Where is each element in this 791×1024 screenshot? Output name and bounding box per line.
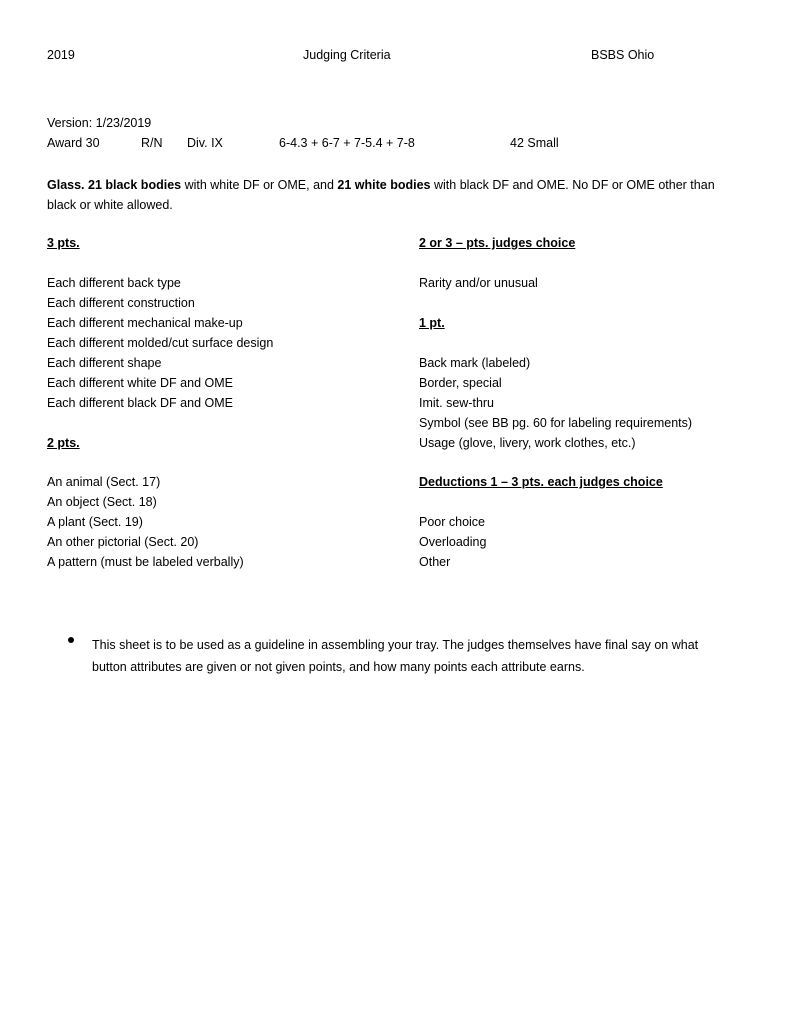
item-2pts: An object (Sect. 18) [47,495,157,509]
award-size: 42 Small [510,136,559,150]
item-3pts: Each different black DF and OME [47,396,233,410]
item-2pts: A pattern (must be labeled verbally) [47,555,244,569]
item-1pt: Back mark (labeled) [419,356,531,370]
item-2pts: An other pictorial (Sect. 20) [47,535,199,549]
item-3pts: Each different white DF and OME [47,376,233,390]
guideline-text: This sheet is to be used as a guideline in assembling your tray. The judges themselves have final say on what button attributes are given or not given points, and how many points each attribute earns. [92,638,699,674]
item-1pt: Imit. sew-thru [419,396,495,410]
header-title: Judging Criteria [303,48,391,62]
award-label: Award 30 [47,136,100,150]
desc-text-2: with black DF and OME. No DF or OME other than black or white allowed. [47,178,715,212]
heading-deductions: Deductions 1 – 3 pts. each judges choice [419,475,663,489]
desc-black-bodies: Glass. 21 black bodies [47,178,182,192]
item-3pts: Each different mechanical make-up [47,316,243,330]
item-1pt: Border, special [419,376,502,390]
item-1pt: Usage (glove, livery, work clothes, etc.) [419,436,636,450]
item-deduction: Poor choice [419,515,486,529]
item-deduction: Overloading [419,535,487,549]
item-3pts: Each different construction [47,296,195,310]
item-1pt: Symbol (see BB pg. 60 for labeling requirements) [419,416,693,430]
item-3pts: Each different shape [47,356,162,370]
desc-white-bodies: 21 white bodies [337,178,431,192]
heading-judges-choice: 2 or 3 – pts. judges choice [419,236,576,250]
description-paragraph [47,175,747,215]
item-3pts: Each different molded/cut surface design [47,336,274,350]
bullet-icon [68,637,74,643]
heading-3pts: 3 pts. [47,236,80,250]
guideline-note [70,634,730,678]
award-sections: 6-4.3 + 6-7 + 7-5.4 + 7-8 [279,136,415,150]
version-line: Version: 1/23/2019 [47,116,152,130]
heading-2pts: 2 pts. [47,436,80,450]
item-2pts: An animal (Sect. 17) [47,475,161,489]
header-year: 2019 [47,48,75,62]
item-judges-choice: Rarity and/or unusual [419,276,538,290]
award-rn: R/N [141,136,163,150]
heading-1pt: 1 pt. [419,316,445,330]
award-division: Div. IX [187,136,223,150]
item-deduction: Other [419,555,451,569]
item-2pts: A plant (Sect. 19) [47,515,143,529]
header-org: BSBS Ohio [591,48,655,62]
desc-text-1: with white DF or OME, and [181,178,338,192]
item-3pts: Each different back type [47,276,181,290]
